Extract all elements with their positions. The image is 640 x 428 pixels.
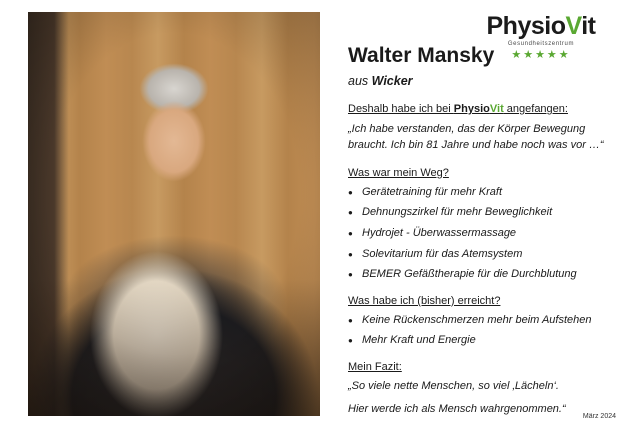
why-heading-suffix: angefangen: (503, 103, 568, 116)
list-item: ● BEMER Gefäßtherapie für die Durchblutung (348, 267, 616, 283)
list-item: ● Hydrojet - Überwassermassage (348, 226, 616, 242)
five-stars-icon: ★★★★★ (511, 49, 571, 61)
main-quote: „Ich habe verstanden, das der Körper Bewegung braucht. Ich bin 81 Jahre und habe noch was vor …“ (348, 122, 604, 151)
testimonial-content (348, 44, 616, 425)
portrait-photo-image (28, 12, 320, 416)
logo-word-physio: Physio (486, 12, 566, 40)
achieved-list (348, 313, 616, 349)
logo-word-v: V (565, 12, 582, 40)
logo-wordmark (466, 14, 616, 39)
photo-vignette (28, 12, 320, 416)
fazit-line-2: Hier werde ich als Mensch wahrgenommen.“ (348, 403, 566, 416)
why-heading-brand-vit: Vit (489, 103, 504, 116)
logo-word-it: it (581, 12, 596, 40)
why-heading-prefix: Deshalb habe ich bei (348, 103, 454, 116)
why-heading (348, 102, 616, 117)
why-heading-brand-physio: Physio (453, 103, 490, 116)
logo-subtitle: Gesundheitszentrum (507, 41, 575, 47)
fazit-heading: Mein Fazit: (348, 361, 402, 374)
list-item: ● Keine Rückenschmerzen mehr beim Aufstehen (348, 313, 616, 329)
fazit-line-1: „So viele nette Menschen, so viel ‚Lächeln‘. (348, 380, 559, 393)
person-name: Walter Mansky (348, 44, 495, 67)
origin-prefix: aus (348, 74, 372, 89)
path-heading: Was war mein Weg? (348, 166, 449, 179)
path-list (348, 185, 616, 283)
person-origin (348, 74, 616, 88)
achieved-heading: Was habe ich (bisher) erreicht? (348, 294, 501, 307)
list-item: ● Gerätetraining für mehr Kraft (348, 185, 616, 201)
origin-place: Wicker (371, 74, 413, 89)
portrait-photo (28, 12, 320, 416)
list-item: ● Mehr Kraft und Energie (348, 333, 616, 349)
list-item: ● Dehnungszirkel für mehr Beweglichkeit (348, 205, 616, 221)
list-item: ● Solevitarium für das Atemsystem (348, 247, 616, 263)
publication-date: März 2024 (582, 413, 616, 420)
